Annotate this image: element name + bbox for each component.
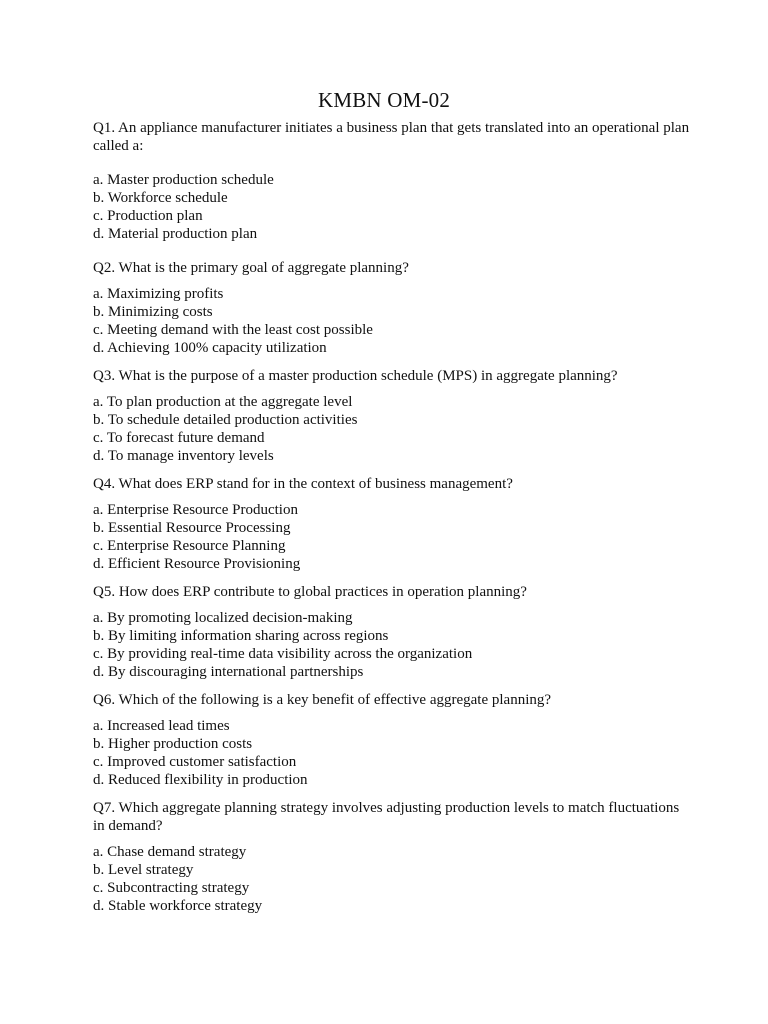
answer-option-d: d. Material production plan: [93, 226, 258, 242]
answer-option-d: d. Achieving 100% capacity utilization: [93, 340, 327, 356]
answer-option-b: b. Higher production costs: [93, 736, 253, 752]
question-1: [93, 119, 693, 243]
answer-option-d: d. To manage inventory levels: [93, 448, 274, 464]
answer-option-b: b. Level strategy: [93, 862, 194, 878]
question-2: [93, 259, 693, 357]
question-list: [93, 119, 693, 925]
answer-option-b: b. To schedule detailed production activities: [93, 412, 358, 428]
answer-option-c: c. Subcontracting strategy: [93, 880, 250, 896]
answer-option-c: c. Enterprise Resource Planning: [93, 538, 286, 554]
answer-option-a: a. To plan production at the aggregate level: [93, 394, 353, 410]
answer-option-d: d. Efficient Resource Provisioning: [93, 556, 301, 572]
question-text: Q5. How does ERP contribute to global practices in operation planning?: [93, 584, 527, 600]
answer-option-d: d. Reduced flexibility in production: [93, 772, 308, 788]
answer-option-c: c. Meeting demand with the least cost possible: [93, 322, 373, 338]
answer-options: [93, 717, 693, 789]
answer-option-b: b. Workforce schedule: [93, 190, 228, 206]
question-text: Q4. What does ERP stand for in the context of business management?: [93, 476, 513, 492]
answer-option-c: c. To forecast future demand: [93, 430, 265, 446]
question-5: [93, 583, 693, 681]
answer-options: [93, 393, 693, 465]
answer-option-a: a. Chase demand strategy: [93, 844, 247, 860]
question-7: [93, 799, 693, 915]
answer-options: [93, 171, 693, 243]
question-text: Q7. Which aggregate planning strategy involves adjusting production levels to match fluctuations in demand?: [93, 800, 680, 834]
question-text: Q3. What is the purpose of a master production schedule (MPS) in aggregate planning?: [93, 368, 618, 384]
answer-options: [93, 609, 693, 681]
answer-option-a: a. Maximizing profits: [93, 286, 224, 302]
answer-option-b: b. By limiting information sharing across regions: [93, 628, 389, 644]
answer-options: [93, 501, 693, 573]
question-6: [93, 691, 693, 789]
answer-option-b: b. Minimizing costs: [93, 304, 213, 320]
question-4: [93, 475, 693, 573]
question-text: Q1. An appliance manufacturer initiates a business plan that gets translated into an operational plan called a:: [93, 120, 690, 154]
question-3: [93, 367, 693, 465]
answer-option-a: a. Master production schedule: [93, 172, 274, 188]
answer-option-c: c. Production plan: [93, 208, 203, 224]
question-text: Q6. Which of the following is a key benefit of effective aggregate planning?: [93, 692, 552, 708]
answer-option-a: a. By promoting localized decision-making: [93, 610, 353, 626]
answer-option-d: d. Stable workforce strategy: [93, 898, 263, 914]
answer-options: [93, 843, 693, 915]
answer-option-a: a. Increased lead times: [93, 718, 230, 734]
answer-option-d: d. By discouraging international partnerships: [93, 664, 364, 680]
answer-option-c: c. Improved customer satisfaction: [93, 754, 297, 770]
question-text: Q2. What is the primary goal of aggregate planning?: [93, 260, 409, 276]
answer-option-a: a. Enterprise Resource Production: [93, 502, 298, 518]
document-title: KMBN OM-02: [317, 88, 451, 112]
answer-options: [93, 285, 693, 357]
answer-option-b: b. Essential Resource Processing: [93, 520, 291, 536]
answer-option-c: c. By providing real-time data visibility across the organization: [93, 646, 473, 662]
